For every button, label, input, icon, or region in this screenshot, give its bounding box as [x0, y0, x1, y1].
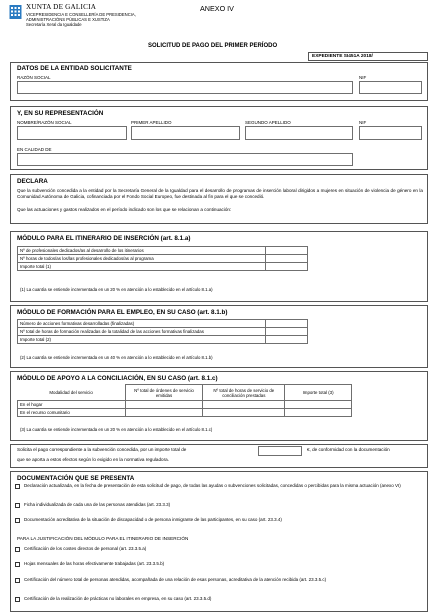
- documentacion-section: [10, 471, 428, 612]
- doc-checkbox[interactable]: [15, 518, 20, 523]
- m3-cell[interactable]: [203, 401, 285, 409]
- org-name: XUNTA DE GALICIA: [26, 3, 97, 11]
- m3-header: Importe total (3): [285, 385, 352, 401]
- entidad-title: DATOS DE LA ENTIDAD SOLICITANTE: [17, 65, 132, 72]
- org-line-3: Secretaría Xeral da Igualdade: [26, 22, 82, 27]
- m2-row-label: Número de acciones formativas desarrolladas (finalizadas): [18, 320, 266, 328]
- m1-row-label: Nº horas de todos/as los/las profesionales dedicados/as al programa: [18, 255, 266, 263]
- justif-checkbox[interactable]: [15, 578, 20, 583]
- justif-item-label: Certificación del número total de personas atendidas, acompañada de una relación de esas personas, acreditativa de la atención recibida (art. 23.3.5.c): [24, 577, 327, 582]
- annex-label: ANEXO IV: [200, 4, 234, 13]
- m1-row-label: Importe total (1): [18, 263, 266, 271]
- modulo-itinerario-table: [17, 246, 308, 271]
- page-title: SOLICITUD DE PAGO DEL PRIMER PERÍODO: [148, 43, 278, 49]
- m3-cell[interactable]: [203, 409, 285, 417]
- declara-paragraph-2: Que las actuaciones y gastos realizados en el período indicado son los que se relacionan a continuación:: [17, 207, 232, 212]
- nombre-label: NOMBRE/RAZÓN SOCIAL: [17, 120, 72, 125]
- importe-total-field[interactable]: [258, 446, 302, 456]
- m2-row-label: Importe total (2): [18, 336, 266, 344]
- nombre-field[interactable]: [17, 126, 127, 140]
- m3-cell[interactable]: [285, 401, 352, 409]
- doc-checkbox[interactable]: [15, 503, 20, 508]
- doc-item-label: Ficha individualizada de cada una de las personas atendidas (art. 23.3.3): [24, 502, 171, 507]
- shield-logo-icon: [8, 4, 23, 21]
- calidad-label: EN CALIDAD DE: [17, 147, 52, 152]
- org-line-2: ADMINISTRACIÓNS PÚBLICAS E XUSTIZA: [26, 17, 110, 22]
- xunta-logo: [8, 4, 23, 21]
- m3-header: Nº total de órdenes de servicio emitidas: [125, 385, 203, 401]
- m2-row-value[interactable]: [266, 336, 308, 344]
- m1-row-label: Nº de profesionales dedicados/as al desarrollo de los itinerarios: [18, 247, 266, 255]
- m1-row-value[interactable]: [266, 255, 308, 263]
- declara-title: DECLARA: [17, 178, 48, 185]
- m3-header: Nº total de horas de servicio de conciliación prestadas: [203, 385, 285, 401]
- justif-item-label: Certificación de la realización de prácticas no laborales en empresa, en su caso (art. 23.3.5.d): [24, 596, 212, 601]
- primer-apellido-label: PRIMER APELLIDO: [131, 120, 172, 125]
- justif-checkbox[interactable]: [15, 562, 20, 567]
- entidad-nif-field[interactable]: [359, 81, 422, 94]
- justif-checkbox[interactable]: [15, 547, 20, 552]
- m3-header: Modalidad del servicio: [18, 385, 126, 401]
- razon-social-label: RAZÓN SOCIAL: [17, 75, 51, 80]
- solicita-text-1: Solicita el pago correspondiente a la subvención concedida, por un importe total de: [17, 447, 187, 452]
- doc-item-label: Declaración actualizada, en la fecha de presentación de esta solicitud de pago, de todas las ayudas o subvenciones solicitadas, concedidas o percibidas para la misma actuación (anexo VI): [24, 483, 401, 488]
- modulo-itinerario-note: (1) La cuantía se entiende incrementada en un 20 % en atención a lo establecido en el artículo 8.1.a): [20, 287, 213, 292]
- justif-item-label: Hojas mensuales de las horas efectivamente trabajadas (art. 23.3.5.b): [24, 561, 165, 566]
- segundo-apellido-field[interactable]: [245, 126, 353, 140]
- expediente-label: EXPEDIENTE SI451A 2018/: [312, 54, 373, 59]
- m3-cell[interactable]: [125, 401, 203, 409]
- m3-cell[interactable]: [125, 409, 203, 417]
- modulo-conciliacion-table: [17, 384, 352, 417]
- m3-row-label: En el recurso comunitario: [18, 409, 126, 417]
- modulo-formacion-title: MÓDULO DE FORMACIÓN PARA EL EMPLEO, EN SU CASO (art. 8.1.b): [17, 309, 228, 316]
- entidad-nif-label: NIF: [359, 75, 367, 80]
- rep-nif-field[interactable]: [359, 126, 422, 140]
- m2-row-label: Nº total de horas de formación realizadas de la totalidad de las acciones formativas finalizadas: [18, 328, 266, 336]
- documentacion-title: DOCUMENTACIÓN QUE SE PRESENTA: [17, 475, 135, 482]
- org-line-1: VICEPRESIDENCIA E CONSELLERÍA DE PRESIDENCIA,: [26, 12, 136, 17]
- documentacion-subtitle: PARA LA JUSTIFICACIÓN DEL MÓDULO PARA EL ITINERARIO DE INSERCIÓN: [17, 536, 189, 541]
- m1-row-value[interactable]: [266, 247, 308, 255]
- modulo-formacion-note: (2) La cuantía se entiende incrementada en un 40 % en atención a lo establecido en el artículo 8.1.b): [20, 355, 213, 360]
- justif-item-label: Certificación de los costes directos de personal (art. 23.3.5.a): [24, 546, 147, 551]
- doc-checkbox[interactable]: [15, 484, 20, 489]
- m2-row-value[interactable]: [266, 320, 308, 328]
- calidad-field[interactable]: [17, 153, 353, 166]
- modulo-itinerario-title: MÓDULO PARA EL ITINERARIO DE INSERCIÓN (art. 8.1.a): [17, 235, 191, 242]
- solicita-text-3: que se aporta a estos efectos según lo exigido en la normativa reguladora.: [17, 457, 169, 462]
- segundo-apellido-label: SEGUNDO APELLIDO: [245, 120, 291, 125]
- modulo-conciliacion-note: (3) La cuantía se entiende incrementada en un 20 % en atención a lo establecido en el artículo 8.1.c): [20, 427, 213, 432]
- rep-nif-label: NIF: [359, 120, 367, 125]
- razon-social-field[interactable]: [17, 81, 353, 94]
- m3-row-label: En el hogar: [18, 401, 126, 409]
- doc-item-label: Documentación acreditativa de la situación de discapacidad o de persona inmigrante de las participantes, en su caso (art. 23.3.4): [24, 517, 282, 522]
- modulo-formacion-table: [17, 319, 308, 344]
- modulo-conciliacion-title: MÓDULO DE APOYO A LA CONCILIACIÓN, EN SU CASO (art. 8.1.c): [17, 375, 218, 382]
- declara-paragraph-1: Que la subvención concedida a la entidad por la Secretaría General de la Igualdad para el desarrollo de programas de inserción laboral dirigidos a mujeres en situación de violencia de género en la Comunidad Autónoma de Galicia, cofinanciada por el Fondo Social Europeo, fue destinada al fin para el que se concedió.: [17, 188, 423, 200]
- primer-apellido-field[interactable]: [131, 126, 240, 140]
- m2-row-value[interactable]: [266, 328, 308, 336]
- justif-checkbox[interactable]: [15, 597, 20, 602]
- m1-row-value[interactable]: [266, 263, 308, 271]
- representacion-title: Y, EN SU REPRESENTACIÓN: [17, 110, 104, 117]
- m3-cell[interactable]: [285, 409, 352, 417]
- solicita-text-2: €, de conformidad con la documentación: [307, 447, 390, 452]
